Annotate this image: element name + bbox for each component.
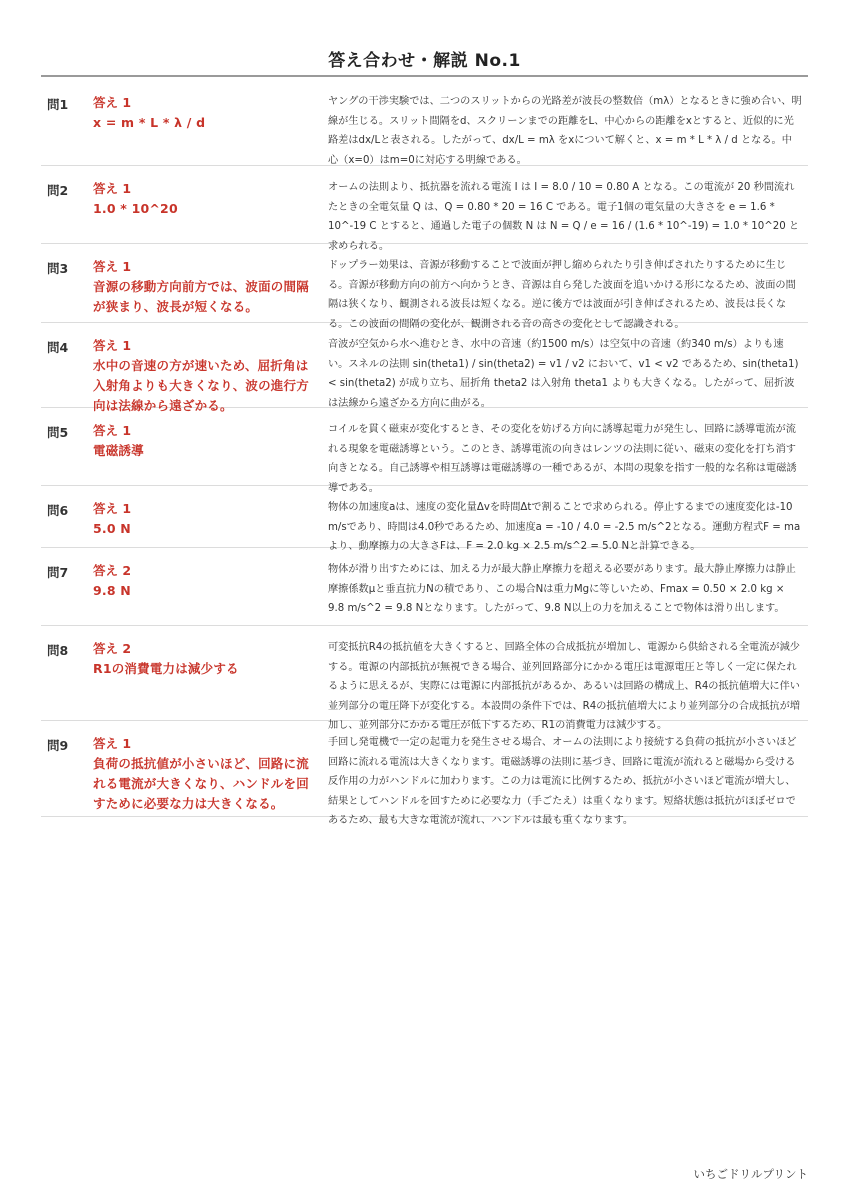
- answer-text: 9.8 N: [93, 583, 131, 598]
- explanation-text: オームの法則より、抵抗器を流れる電流 I は I = 8.0 / 10 = 0.80 A となる。この電流が 20 秒間流れたときの全電気量 Q は、Q = 0.80 * 20 = 16 C である。電子1個の電気量の大きさを e = 1.6 * 10^-19 C とすると、通過した電子の個数 N は N = Q / e = 16 / (1.6 * 10^-19) = 1.0 * 10^20 と求められる。: [328, 182, 800, 252]
- question-row: [41, 486, 808, 552]
- answer-text: 5.0 N: [93, 521, 131, 536]
- question-number: 問4: [47, 340, 69, 355]
- qa-list: [41, 80, 808, 826]
- answer-text: R1の消費電力は減少する: [93, 661, 239, 676]
- answer-text: 1.0 * 10^20: [93, 201, 178, 216]
- question-row: [41, 166, 808, 252]
- answer-label: 答え 1: [93, 338, 132, 353]
- answer-block: [93, 561, 315, 601]
- question-number: 問8: [47, 643, 69, 658]
- explanation-text: 音波が空気から水へ進むとき、水中の音速（約1500 m/s）は空気中の音速（約340 m/s）よりも速い。スネルの法則 sin(theta1) / sin(theta2) = v1 / v2 において、v1 < v2 であるため、sin(theta1) < sin(theta2) が成り立ち、屈折角 theta2 は入射角 theta1 よりも大きくなる。したがって、屈折波は法線から遠ざかる方向に曲がる。: [328, 339, 799, 409]
- question-row: [41, 721, 808, 826]
- explanation-text: 物体の加速度aは、速度の変化量Δvを時間Δtで割ることで求められる。停止するまでの速度変化は-10 m/sであり、時間は4.0秒であるため、加速度a = -10 / 4.0 = -2.5 m/s^2となる。運動方程式F = maより、動摩擦力の大きさFは、F = 2.0 kg × 2.5 m/s^2 = 5.0 Nと計算できる。: [328, 502, 801, 552]
- answer-block: [93, 93, 315, 133]
- explanation-text: ドップラー効果は、音源が移動することで波面が押し縮められたり引き伸ばされたりするために生じる。音源が移動方向の前方へ向かうとき、音源は自ら発した波面を追いかける形になるため、波面の間隔は狭くなり、観測される波長は短くなる。逆に後方では波面が引き伸ばされるため、波長は長くなる。この波面の間隔の変化が、観測される音の高さの変化として認識される。: [328, 260, 796, 330]
- answer-text: 音源の移動方向前方では、波面の間隔が狭まり、波長が短くなる。: [93, 279, 309, 314]
- question-number: 問3: [47, 261, 69, 276]
- answer-label: 答え 1: [93, 423, 132, 438]
- question-row: [41, 80, 808, 166]
- answer-label: 答え 1: [93, 181, 132, 196]
- question-row: [41, 244, 808, 330]
- answer-block: [93, 336, 315, 416]
- answer-text: 負荷の抵抗値が小さいほど、回路に流れる電流が大きくなり、ハンドルを回すために必要な力は大きくなる。: [93, 756, 309, 811]
- title-divider: [41, 75, 808, 77]
- answer-label: 答え 2: [93, 563, 132, 578]
- explanation-text: 手回し発電機で一定の起電力を発生させる場合、オームの法則により接続する負荷の抵抗が小さいほど回路に流れる電流は大きくなります。電磁誘導の法則に基づき、回路に電流が流れると磁場から受ける反作用の力がハンドルに加わります。この力は電流に比例するため、抵抗が小さいほど電流が増大し、結果としてハンドルを回すために必要な力（手ごたえ）は重くなります。短絡状態は抵抗がほぼゼロであるため、最も大きな電流が流れ、ハンドルは最も重くなります。: [328, 737, 797, 826]
- question-row: [41, 323, 808, 413]
- answer-block: [93, 421, 315, 461]
- answer-label: 答え 1: [93, 259, 132, 274]
- explanation-text: 可変抵抗R4の抵抗値を大きくすると、回路全体の合成抵抗が増加し、電源から供給される全電流が減少する。電源の内部抵抗が無視できる場合、並列回路部分にかかる電圧は電源電圧と等しく一定に保たれるように思えるが、実際には電源に内部抵抗があるか、あるいは回路の構成上、R4の抵抗値増大に伴い並列部分の電圧降下が変化する。本設問の条件下では、R4の抵抗値増大により並列部分の合成抵抗が増加し、並列部分にかかる電圧が低下するため、R1の消費電力は減少する。: [328, 642, 800, 731]
- explanation-text: ヤングの干渉実験では、二つのスリットからの光路差が波長の整数倍（mλ）となるときに強め合い、明線が生じる。スリット間隔をd、スクリーンまでの距離をL、中心からの距離をxとすると、近似的に光路差はdx/Lと表される。したがって、dx/L = mλ をxについて解くと、x = m * L * λ / d となる。中心（x=0）はm=0に対応する明線である。: [328, 96, 802, 166]
- answer-text: 電磁誘導: [93, 443, 144, 458]
- question-row: [41, 626, 808, 731]
- page-title: 答え合わせ・解説 No.1: [328, 51, 521, 71]
- question-row: [41, 548, 808, 626]
- explanation-text: コイルを貫く磁束が変化するとき、その変化を妨げる方向に誘導起電力が発生し、回路に誘導電流が流れる現象を電磁誘導という。このとき、誘導電流の向きはレンツの法則に従い、磁束の変化を打ち消す向きとなる。自己誘導や相互誘導は電磁誘導の一種であるが、本問の現象を指す一般的な名称は電磁誘導である。: [328, 424, 797, 494]
- question-row: [41, 408, 808, 494]
- answer-block: [93, 179, 315, 219]
- question-number: 問1: [47, 97, 69, 112]
- footer-brand: いちごドリルプリント: [693, 1167, 808, 1181]
- answer-block: [93, 734, 315, 814]
- answer-label: 答え 1: [93, 95, 132, 110]
- question-number: 問9: [47, 738, 69, 753]
- answer-label: 答え 1: [93, 736, 132, 751]
- question-number: 問7: [47, 565, 69, 580]
- answer-label: 答え 1: [93, 501, 132, 516]
- explanation-text: 物体が滑り出すためには、加える力が最大静止摩擦力を超える必要があります。最大静止摩擦力は静止摩擦係数μと垂直抗力Nの積であり、この場合Nは重力Mgに等しいため、Fmax = 0.50 × 2.0 kg × 9.8 m/s^2 = 9.8 Nとなります。したがって、9.8 N以上の力を加えることで物体は滑り出します。: [328, 564, 796, 614]
- answer-block: [93, 257, 315, 317]
- question-number: 問6: [47, 503, 69, 518]
- question-number: 問5: [47, 425, 69, 440]
- answer-block: [93, 499, 315, 539]
- question-number: 問2: [47, 183, 69, 198]
- answer-text: 水中の音速の方が速いため、屈折角は入射角よりも大きくなり、波の進行方向は法線から遠ざかる。: [93, 358, 309, 413]
- answer-block: [93, 639, 315, 679]
- answer-text: x = m * L * λ / d: [93, 115, 206, 130]
- answer-label: 答え 2: [93, 641, 132, 656]
